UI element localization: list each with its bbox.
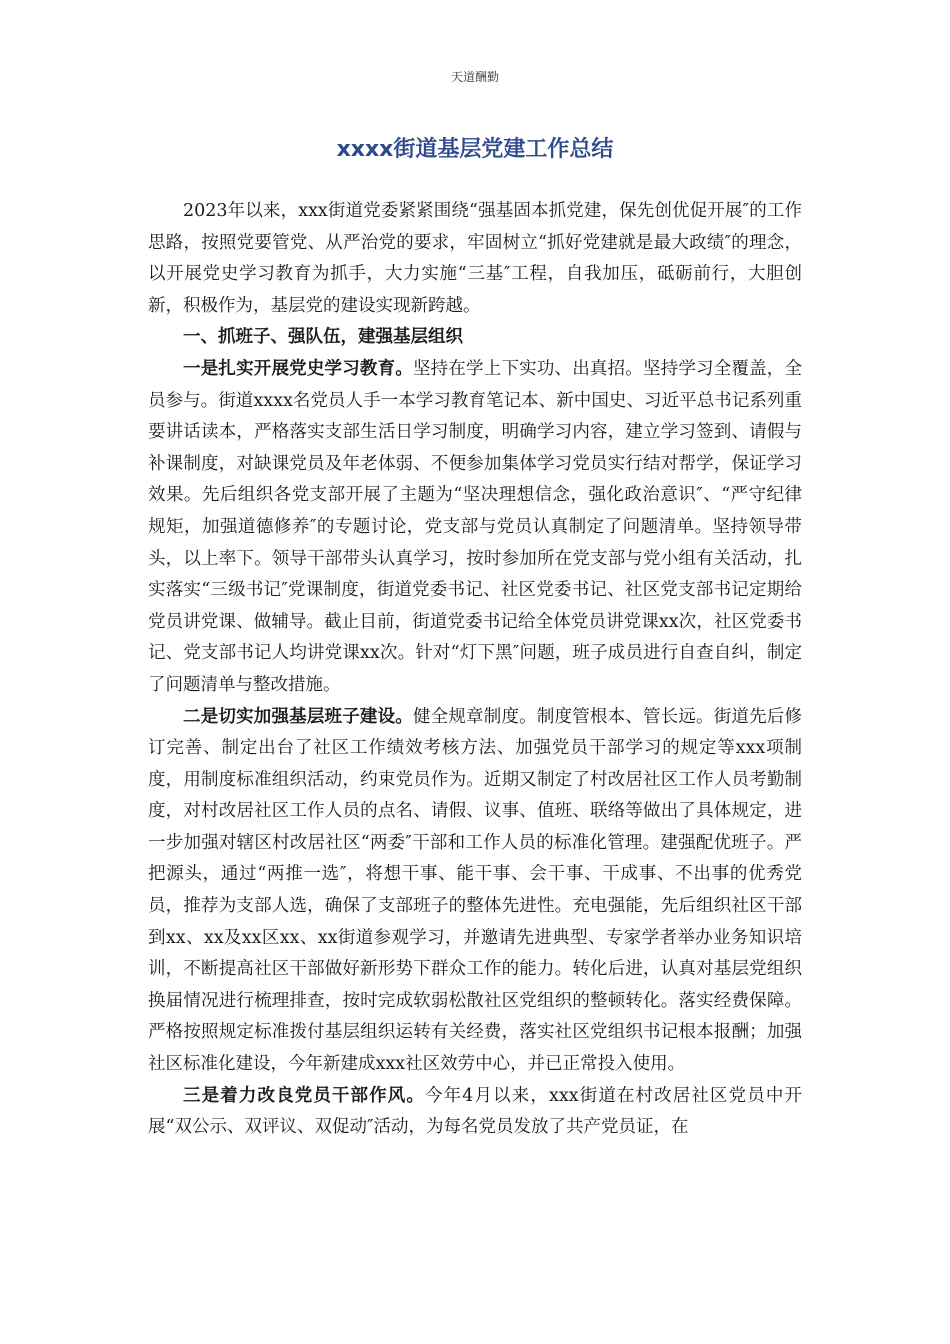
item-lead: 二是切实加强基层班子建设。 (183, 706, 413, 727)
item-lead: 三是着力改良党员干部作风。 (183, 1085, 426, 1106)
item-body: 健全规章制度。制度管根本、管长远。街道先后修订完善、制定出台了社区工作绩效考核方法、加强党员干部学习的规定等xxx项制度，用制度标准组织活动，约束党员作为。近期又制定了村改居社区工作人员考勤制度，对村改居社区工作人员的点名、请假、议事、值班、联络等做出了具体规定，进一步加强对辖区村改居社区“两委″干部和工作人员的标准化管理。建强配优班子。严把源头，通过“两推一选″，将想干事、能干事、会干事、干成事、不出事的优秀党员，推荐为支部人选，确保了支部班子的整体先进性。充电强能，先后组织社区干部到xx、xx及xx区xx、xx街道参观学习，并邀请先进典型、专家学者举办业务知识培训，不断提高社区干部做好新形势下群众工作的能力。转化后进，认真对基层党组织换届情况进行梳理排查，按时完成软弱松散社区党组织的整顿转化。落实经费保障。严格按照规定标准拨付基层组织运转有关经费，落实社区党组织书记根本报酬；加强社区标准化建设，今年新建成xxx社区效劳中心，并已正常投入使用。 (148, 706, 802, 1075)
item-lead: 一是扎实开展党史学习教育。 (183, 358, 413, 379)
intro-paragraph: 2023年以来，xxx街道党委紧紧围绕“强基固本抓党建，保先创优促开展″的工作思路，按照党要管党、从严治党的要求，牢固树立“抓好党建就是最大政绩″的理念，以开展党史学习教育为抓手，大力实施“三基″工程，自我加压，砥砺前行，大胆创新，积极作为，基层党的建设实现新跨越。 (148, 201, 802, 316)
paragraph-item-2 (148, 702, 802, 1081)
paragraph-item-3 (148, 1081, 802, 1144)
section-heading: 一、抓班子、强队伍，建强基层组织 (183, 327, 463, 348)
document-body (148, 196, 802, 1144)
page-header: 天道酬勤 (450, 70, 499, 84)
document-title: xxxx街道基层党建工作总结 (336, 137, 614, 162)
item-body: 坚持在学上下实功、出真招。坚持学习全覆盖，全员参与。街道xxxx名党员人手一本学习教育笔记本、新中国史、习近平总书记系列重要讲话读本，严格落实支部生活日学习制度，明确学习内容，建立学习签到、请假与补课制度，对缺课党员及年老体弱、不便参加集体学习党员实行结对帮学，保证学习效果。先后组织各党支部开展了主题为“坚决理想信念，强化政治意识″、“严守纪律规矩，加强道德修养″的专题讨论，党支部与党员认真制定了问题清单。坚持领导带头，以上率下。领导干部带头认真学习，按时参加所在党支部与党小组有关活动，扎实落实“三级书记″党课制度，街道党委书记、社区党委书记、社区党支部书记定期给党员讲党课、做辅导。截止目前，街道党委书记给全体党员讲党课xx次，社区党委书记、党支部书记人均讲党课xx次。针对“灯下黑″问题，班子成员进行自查自纠，制定了问题清单与整改措施。 (148, 358, 802, 695)
paragraph-item-1 (148, 354, 802, 702)
item-body: 今年4月以来，xxx街道在村改居社区党员中开展“双公示、双评议、双促动″活动，为每名党员发放了共产党员证，在 (148, 1085, 802, 1138)
